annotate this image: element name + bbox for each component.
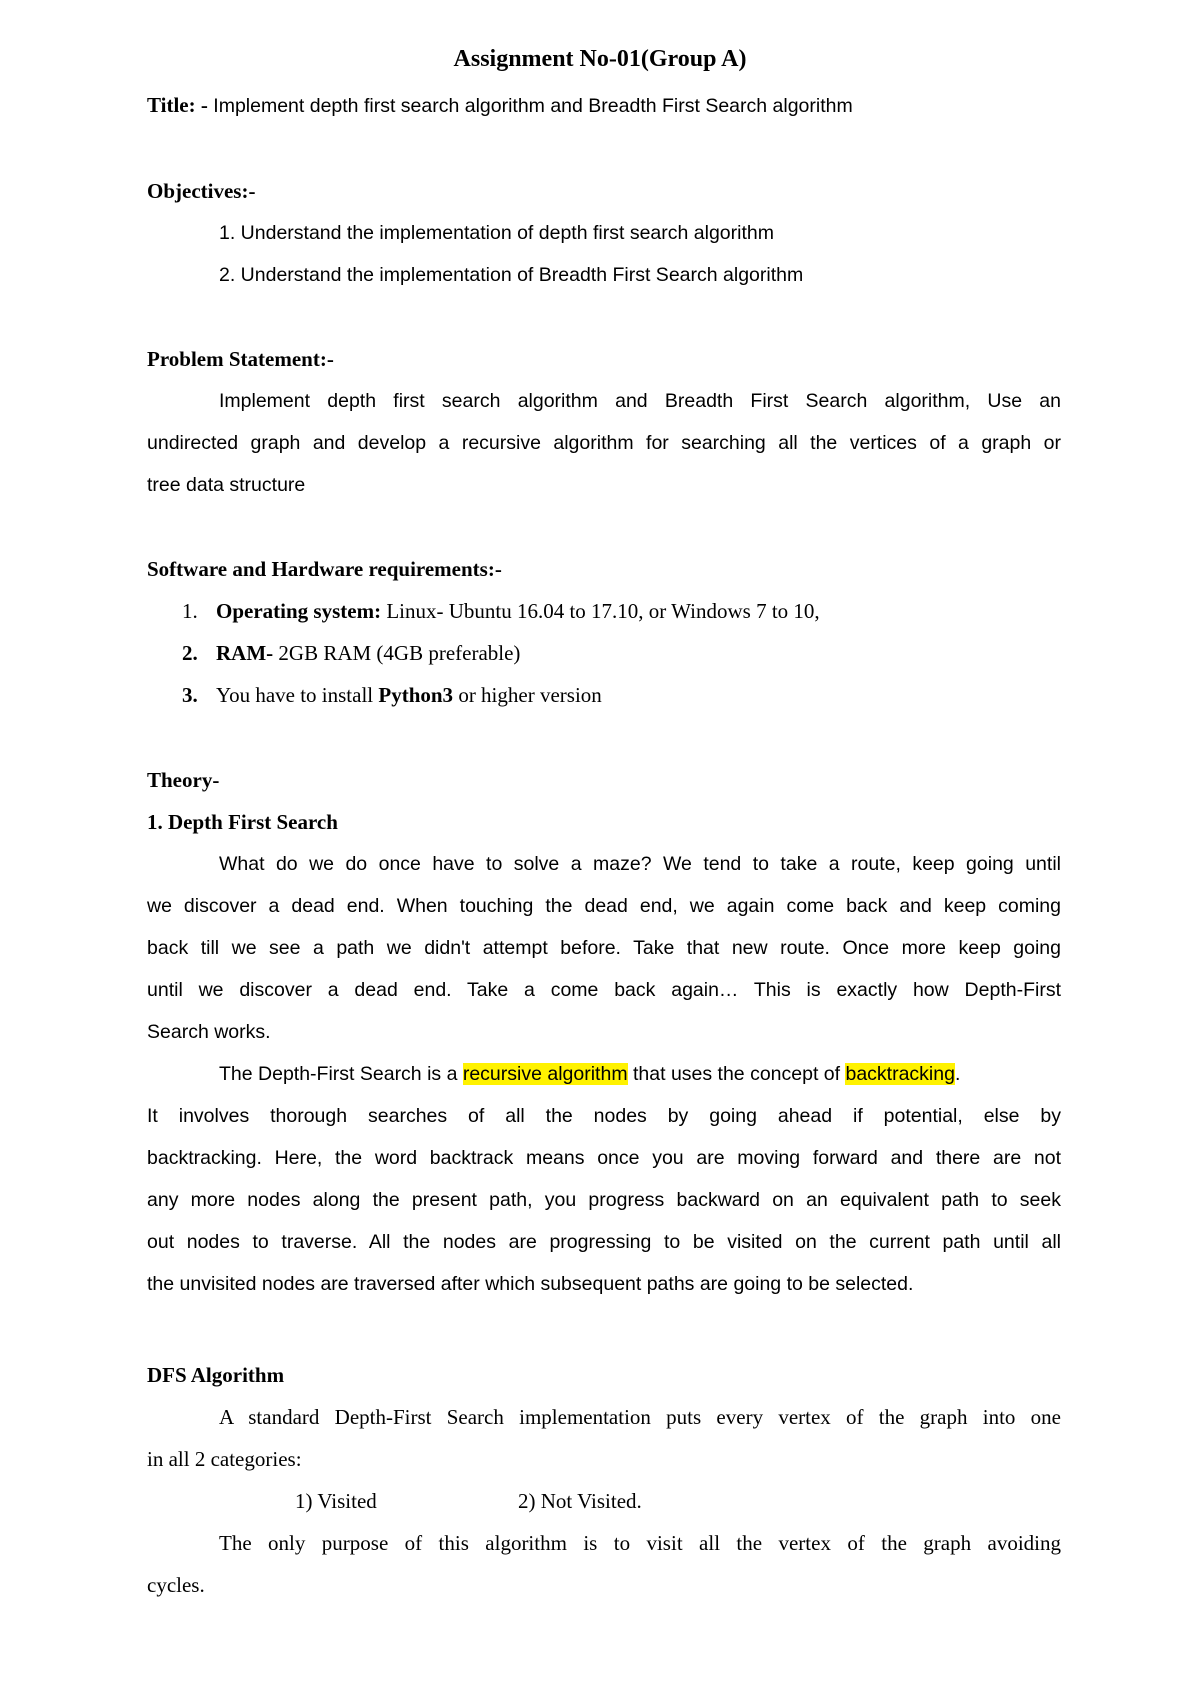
- requirement-bold: Python3: [378, 683, 454, 707]
- requirement-text: Linux- Ubuntu 16.04 to 17.10, or Windows 7 to 10,: [381, 599, 820, 623]
- theory-line: backtracking. Here, the word backtrack means once you are moving forward and there are not: [147, 1147, 1061, 1169]
- requirement-bold: RAM-: [216, 641, 274, 665]
- text-run: that uses the concept of: [627, 1063, 846, 1085]
- theory-heading: Theory-: [147, 768, 220, 792]
- algorithm-line: A standard Depth-First Search implementation puts every vertex of the graph into one: [219, 1405, 1061, 1429]
- requirement-item: [182, 682, 602, 708]
- dfs-algorithm-heading: DFS Algorithm: [147, 1363, 285, 1387]
- requirement-number: 3.: [182, 683, 198, 707]
- theory-line: What do we do once have to solve a maze? We tend to take a route, keep going until: [219, 853, 1061, 875]
- algorithm-line: cycles.: [147, 1573, 205, 1597]
- category-visited: 1) Visited: [295, 1489, 377, 1513]
- problem-line: Implement depth first search algorithm and Breadth First Search algorithm, Use an: [219, 390, 1061, 412]
- requirement-item: [182, 640, 520, 666]
- theory-line: Search works.: [147, 1021, 271, 1043]
- theory-line: [219, 1061, 960, 1087]
- requirement-pre: You have to install: [216, 683, 379, 707]
- highlight-recursive: recursive algorithm: [462, 1063, 628, 1085]
- requirement-text: or higher version: [453, 683, 602, 707]
- problem-heading: Problem Statement:-: [147, 347, 334, 371]
- theory-line: It involves thorough searches of all the nodes by going ahead if potential, else by: [147, 1105, 1061, 1127]
- theory-line: out nodes to traverse. All the nodes are progressing to be visited on the current path until all: [147, 1231, 1061, 1253]
- category-not-visited: 2) Not Visited.: [518, 1489, 642, 1513]
- requirement-bold: Operating system:: [216, 599, 382, 623]
- objective-item: 2. Understand the implementation of Breadth First Search algorithm: [219, 264, 804, 286]
- highlight-backtracking: backtracking: [845, 1063, 955, 1085]
- algorithm-line: in all 2 categories:: [147, 1447, 302, 1471]
- problem-line: tree data structure: [147, 474, 306, 496]
- theory-line: any more nodes along the present path, you progress backward on an equivalent path to seek: [147, 1189, 1061, 1211]
- theory-line: back till we see a path we didn't attempt before. Take that new route. Once more keep going: [147, 937, 1061, 959]
- algorithm-line: The only purpose of this algorithm is to visit all the vertex of the graph avoiding: [219, 1531, 1061, 1555]
- requirement-text: 2GB RAM (4GB preferable): [273, 641, 521, 665]
- theory-line: the unvisited nodes are traversed after which subsequent paths are going to be selected.: [147, 1273, 914, 1295]
- title-label: Title: -: [147, 93, 208, 117]
- theory-line: until we discover a dead end. Take a come back again… This is exactly how Depth-First: [147, 979, 1061, 1001]
- objective-item: 1. Understand the implementation of depth first search algorithm: [219, 222, 774, 244]
- text-run: The Depth-First Search is a: [219, 1063, 463, 1085]
- dfs-heading: 1. Depth First Search: [147, 810, 338, 834]
- requirement-item: [182, 598, 820, 624]
- requirements-heading: Software and Hardware requirements:-: [147, 557, 502, 581]
- problem-line: undirected graph and develop a recursive algorithm for searching all the vertices of a graph or: [147, 432, 1061, 454]
- requirement-number: 2.: [182, 641, 198, 665]
- objectives-heading: Objectives:-: [147, 179, 256, 203]
- requirement-number: 1.: [182, 599, 198, 623]
- title-line: [147, 92, 853, 119]
- text-run: .: [954, 1063, 961, 1085]
- page-title: Assignment No-01(Group A): [453, 46, 747, 72]
- theory-line: we discover a dead end. When touching the dead end, we again come back and keep coming: [147, 895, 1061, 917]
- title-text: Implement depth first search algorithm and Breadth First Search algorithm: [207, 95, 853, 117]
